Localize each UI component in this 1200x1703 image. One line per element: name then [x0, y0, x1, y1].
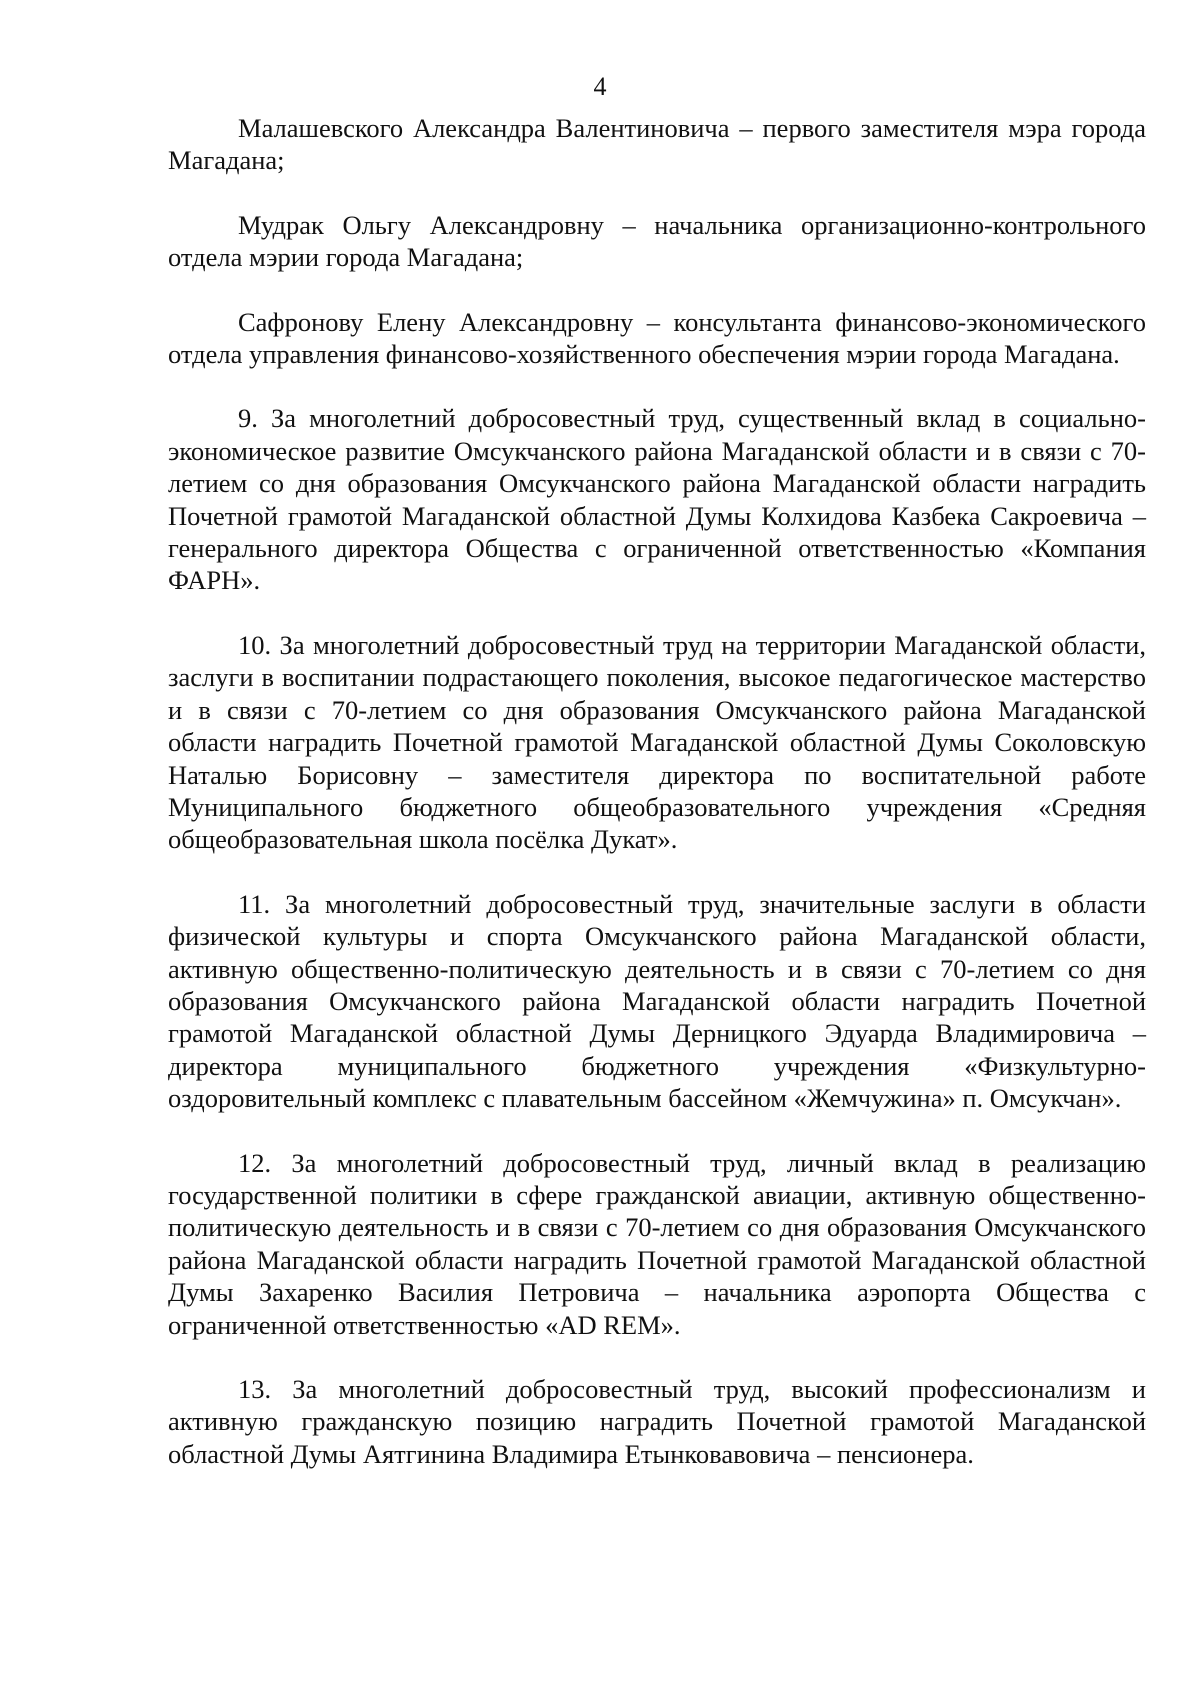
- paragraph-item-13: 13. За многолетний добросовестный труд, высокий профессионализм и активную гражданскую позицию наградить Почетной грамотой Магаданской областной Думы Аятгинина Владимира Етынковавовича – пенсионера.: [168, 1374, 1146, 1469]
- page-number: 4: [593, 72, 607, 101]
- paragraph-mudrak: Мудрак Ольгу Александровну – начальника организационно-контрольного отдела мэрии города Магадана;: [168, 209, 1146, 273]
- paragraph-item-9: 9. За многолетний добросовестный труд, существенный вклад в социально-экономическое развитие Омсукчанского района Магаданской области и в связи с 70-летием со дня образования Омсукчанского района Магаданской области наградить Почетной грамотой Магаданской областной Думы Колхидова Казбека Сакроевича – генерального директора Общества с ограниченной ответственностью «Компания ФАРН».: [168, 403, 1146, 596]
- paragraph-malashevsky: Малашевского Александра Валентиновича – первого заместителя мэра города Магадана;: [168, 113, 1146, 176]
- paragraph-item-10: 10. За многолетний добросовестный труд на территории Магаданской области, заслуги в воспитании подрастающего поколения, высокое педагогическое мастерство и в связи с 70-летием со дня образования Омсукчанского района Магаданской области наградить Почетной грамотой Магаданской областной Думы Соколовскую Наталью Борисовну – заместителя директора по воспитательной работе Муниципального бюджетного общеобразовательного учреждения «Средняя общеобразовательная школа посёлка Дукат».: [168, 629, 1146, 855]
- paragraph-safronova: Сафронову Елену Александровну – консультанта финансово-экономического отдела управления финансово-хозяйственного обеспечения мэрии города Магадана.: [168, 306, 1146, 370]
- paragraph-item-12: 12. За многолетний добросовестный труд, личный вклад в реализацию государственной политики в сфере гражданской авиации, активную общественно-политическую деятельность и в связи с 70-летием со дня образования Омсукчанского района Магаданской области наградить Почетной грамотой Магаданской областной Думы Захаренко Василия Петровича – начальника аэропорта Общества с ограниченной ответственностью «AD REM».: [168, 1147, 1146, 1340]
- paragraph-item-11: 11. За многолетний добросовестный труд, значительные заслуги в области физической культуры и спорта Омсукчанского района Магаданской области, активную общественно-политическую деятельность и в связи с 70-летием со дня образования Омсукчанского района Магаданской области наградить Почетной грамотой Магаданской областной Думы Дерницкого Эдуарда Владимировича – директора муниципального бюджетного учреждения «Физкультурно-оздоровительный комплекс с плавательным бассейном «Жемчужина» п. Омсукчан».: [168, 888, 1146, 1114]
- document-body: [168, 112, 1146, 1470]
